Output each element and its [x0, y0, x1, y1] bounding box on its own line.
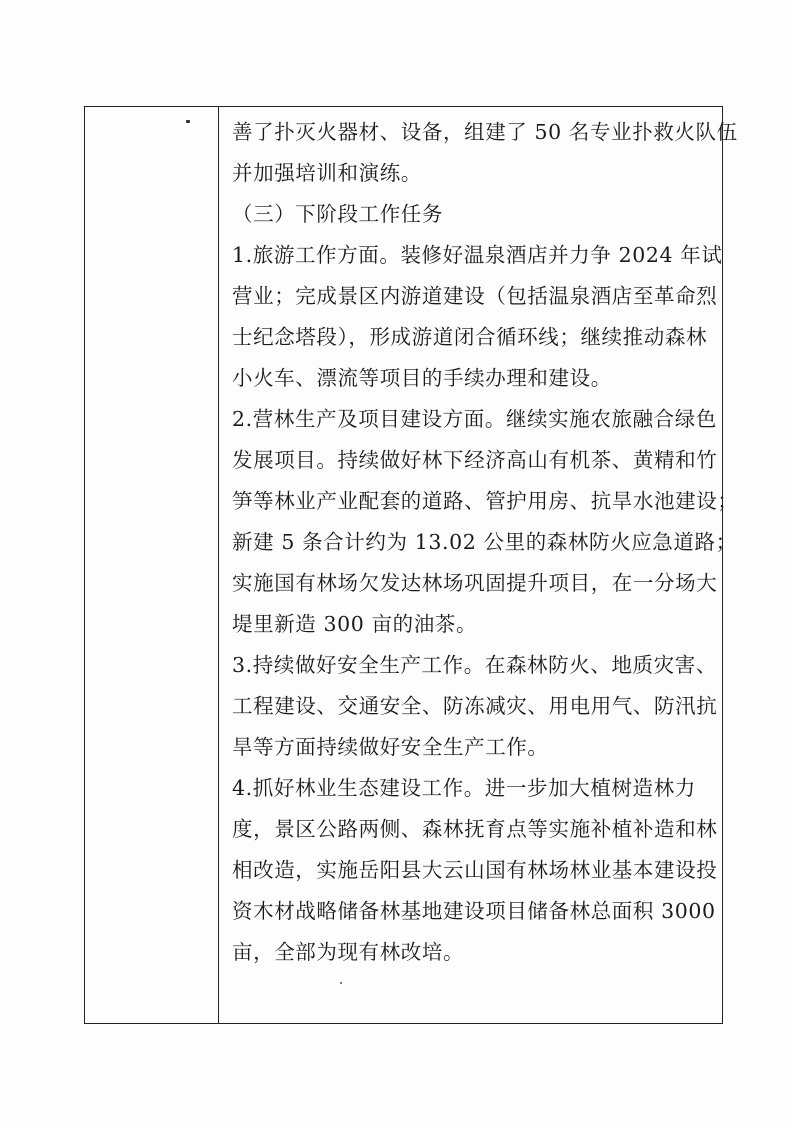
text-line: 小火车、漂流等项目的手续办理和建设。 — [232, 366, 612, 390]
scan-speck — [340, 982, 342, 984]
table-cell-content — [232, 112, 739, 973]
text-line: 亩，全部为现有林改培。 — [232, 940, 465, 964]
text-line: 新建 5 条合计约为 13.02 公里的森林防火应急道路； — [232, 530, 737, 554]
text-line: 3.持续做好安全生产工作。在森林防火、地质灾害、 — [232, 653, 717, 677]
column-divider — [218, 106, 219, 1024]
text-line: 相改造，实施岳阳县大云山国有林场林业基本建设投 — [232, 858, 718, 882]
ink-mark — [186, 120, 190, 123]
text-line: 堤里新造 300 亩的油茶。 — [232, 612, 478, 636]
text-line: 发展项目。持续做好林下经济高山有机茶、黄精和竹 — [232, 448, 718, 472]
text-line: 旱等方面持续做好安全生产工作。 — [232, 735, 549, 759]
text-line: 士纪念塔段），形成游道闭合循环线；继续推动森林 — [232, 325, 708, 349]
section-heading: （三）下阶段工作任务 — [232, 202, 443, 226]
text-line: 工程建设、交通安全、防冻减灾、用电用气、防汛抗 — [232, 694, 718, 718]
text-line: 1.旅游工作方面。装修好温泉酒店并力争 2024 年试 — [232, 243, 723, 267]
text-line: 度，景区公路两侧、森林抚育点等实施补植补造和林 — [232, 817, 718, 841]
text-line: 营业；完成景区内游道建设（包括温泉酒店至革命烈 — [232, 284, 718, 308]
text-line: 4.抓好林业生态建设工作。进一步加大植树造林力 — [232, 776, 696, 800]
text-line: 实施国有林场欠发达林场巩固提升项目，在一分场大 — [232, 571, 718, 595]
text-line: 善了扑灭火器材、设备，组建了 50 名专业扑救火队伍 — [232, 120, 738, 144]
text-line: 2.营林生产及项目建设方面。继续实施农旅融合绿色 — [232, 407, 717, 431]
text-line: 资木材战略储备林基地建设项目储备林总面积 3000 — [232, 899, 716, 923]
text-line: 笋等林业产业配套的道路、管护用房、抗旱水池建设； — [232, 489, 739, 513]
text-line: 并加强培训和演练。 — [232, 161, 422, 185]
